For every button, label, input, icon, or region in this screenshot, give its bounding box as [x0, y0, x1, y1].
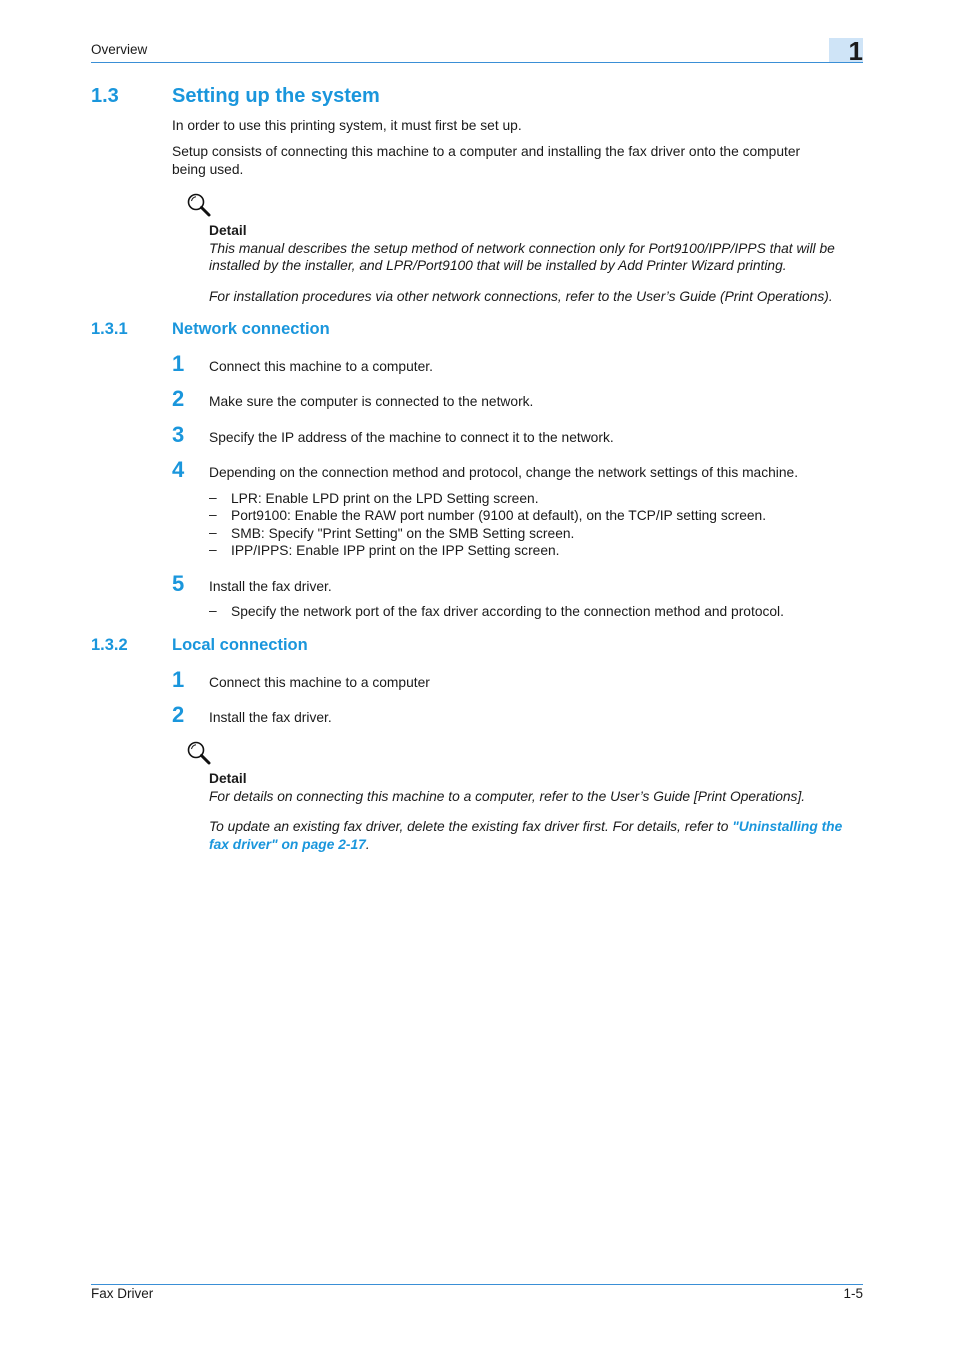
bullet-item: Specify the network port of the fax driver according to the connection method and protocol.	[231, 604, 784, 619]
bullet-dash: –	[209, 507, 217, 522]
detail-text-line-3	[209, 836, 370, 854]
subsection-number: 1.3.1	[91, 320, 128, 338]
page-number: 1-5	[843, 1286, 863, 1301]
subsection-title: Local connection	[172, 636, 308, 654]
magnifier-icon	[186, 740, 212, 766]
step-number: 1	[172, 667, 185, 692]
step-number: 3	[172, 422, 185, 447]
bullet-dash: –	[209, 542, 217, 557]
cross-reference-link-continued[interactable]: fax driver" on page 2-17	[209, 837, 366, 852]
footer-title: Fax Driver	[91, 1286, 154, 1301]
step-number: 2	[172, 386, 185, 411]
bullet-dash: –	[209, 525, 217, 540]
section-number: 1.3	[91, 85, 119, 107]
step-text: Connect this machine to a computer.	[209, 359, 433, 374]
step-number: 2	[172, 702, 185, 727]
step-text: Install the fax driver.	[209, 710, 332, 725]
running-header: Overview	[91, 42, 148, 57]
intro-paragraph-2-line-2: being used.	[172, 162, 244, 177]
step-number: 1	[172, 351, 185, 376]
detail-label: Detail	[209, 771, 247, 786]
detail-text-line-1: This manual describes the setup method of network connection only for Port9100/IPP/IPPS that will be	[209, 241, 835, 256]
bullet-item: LPR: Enable LPD print on the LPD Setting screen.	[231, 491, 539, 506]
step-text: Make sure the computer is connected to the network.	[209, 394, 534, 409]
detail-text-line-3: For installation procedures via other network connections, refer to the User’s Guide (Print Operations).	[209, 289, 833, 304]
chapter-number: 1	[848, 36, 863, 66]
step-text: Connect this machine to a computer	[209, 675, 430, 690]
header-rule	[91, 62, 863, 63]
bullet-dash: –	[209, 490, 217, 505]
detail-text-line-2	[209, 818, 842, 836]
detail-text-line-1: For details on connecting this machine to a computer, refer to the User’s Guide [Print Operations].	[209, 789, 806, 804]
detail-text-prefix: To update an existing fax driver, delete the existing fax driver first. For details, refer to	[209, 819, 733, 834]
bullet-item: SMB: Specify "Print Setting" on the SMB Setting screen.	[231, 526, 575, 541]
step-text: Install the fax driver.	[209, 579, 332, 594]
bullet-dash: –	[209, 603, 217, 618]
detail-text-suffix: .	[365, 837, 370, 852]
step-number: 5	[172, 571, 185, 596]
detail-text-line-2: installed by the installer, and LPR/Port9100 that will be installed by Add Printer Wizard printing.	[209, 258, 787, 273]
footer-rule	[91, 1284, 863, 1285]
detail-label: Detail	[209, 223, 247, 238]
step-number: 4	[172, 457, 185, 482]
section-title: Setting up the system	[172, 85, 380, 107]
subsection-title: Network connection	[172, 320, 330, 338]
magnifier-icon	[186, 192, 212, 218]
bullet-item: IPP/IPPS: Enable IPP print on the IPP Setting screen.	[231, 543, 560, 558]
cross-reference-link[interactable]: "Uninstalling the	[732, 819, 843, 834]
step-text: Depending on the connection method and protocol, change the network settings of this machine.	[209, 465, 799, 480]
intro-paragraph-2-line-1: Setup consists of connecting this machine to a computer and installing the fax driver onto the computer	[172, 144, 801, 159]
subsection-number: 1.3.2	[91, 636, 128, 654]
step-text: Specify the IP address of the machine to connect it to the network.	[209, 430, 614, 445]
intro-paragraph-1: In order to use this printing system, it must first be set up.	[172, 118, 522, 133]
bullet-item: Port9100: Enable the RAW port number (9100 at default), on the TCP/IP setting screen.	[231, 508, 767, 523]
